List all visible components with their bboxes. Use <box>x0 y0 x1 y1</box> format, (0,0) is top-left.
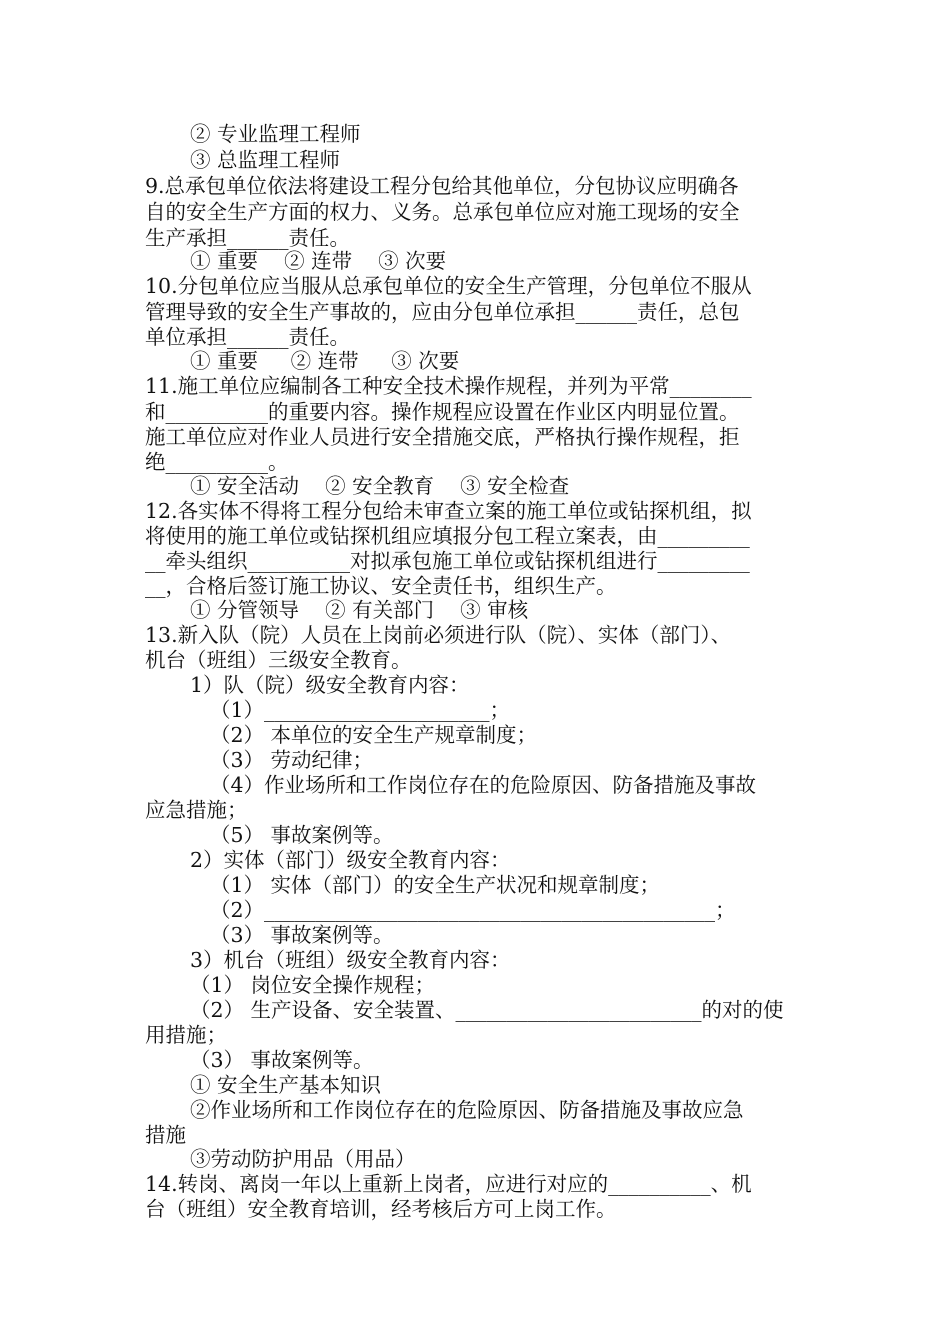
list-item: （2） 本单位的安全生产规章制度； <box>210 723 538 747</box>
list-item: （3） 事故案例等。 <box>190 1048 374 1072</box>
option-line: ③劳动防护用品（用品） <box>190 1147 416 1171</box>
option-continuation: 措施 <box>145 1123 186 1147</box>
question-14-line: 台（班组）安全教育培训，经考核后方可上岗工作。 <box>145 1197 617 1221</box>
option-line: ② 专业监理工程师 <box>190 122 361 146</box>
option-line: ① 重要 ② 连带 ③ 次要 <box>190 349 460 373</box>
subsection-heading: 1）队（院）级安全教育内容： <box>190 673 470 697</box>
list-item: （2）____________________________________________； <box>210 898 736 922</box>
question-14-line: 14.转岗、离岗一年以上重新上岗者，应进行对应的__________、机 <box>145 1172 752 1196</box>
option-line: ① 重要 ② 连带 ③ 次要 <box>190 249 447 273</box>
list-item: （4）作业场所和工作岗位存在的危险原因、防备措施及事故 <box>210 773 757 797</box>
question-9-line: 生产承担______责任。 <box>145 226 350 250</box>
question-11-line: 11.施工单位应编制各工种安全技术操作规程，并列为平常________ <box>145 374 752 398</box>
list-item: （3） 劳动纪律； <box>210 748 374 772</box>
option-line: ① 分管领导 ② 有关部门 ③ 审核 <box>190 598 529 622</box>
list-item-continuation: 应急措施； <box>145 798 248 822</box>
question-12-line: 将使用的施工单位或钻探机组应填报分包工程立案表，由_________ <box>145 524 750 548</box>
list-item-continuation: 用措施； <box>145 1023 227 1047</box>
list-item: （2） 生产设备、安全装置、________________________的对的使 <box>190 998 784 1022</box>
question-10-line: 单位承担______责任。 <box>145 325 350 349</box>
option-line: ① 安全生产基本知识 <box>190 1073 382 1097</box>
question-11-line: 和__________的重要内容。操作规程应设置在作业区内明显位置。 <box>145 400 740 424</box>
question-11-line: 绝__________。 <box>145 450 289 474</box>
question-9-line: 9.总承包单位依法将建设工程分包给其他单位，分包协议应明确各 <box>145 174 739 198</box>
option-line: ②作业场所和工作岗位存在的危险原因、防备措施及事故应急 <box>190 1098 744 1122</box>
question-10-line: 管理导致的安全生产事故的，应由分包单位承担______责任，总包 <box>145 300 740 324</box>
question-10-line: 10.分包单位应当服从总承包单位的安全生产管理，分包单位不服从 <box>145 274 752 298</box>
question-12-line: 12.各实体不得将工程分包给未审查立案的施工单位或钻探机组，拟 <box>145 499 752 523</box>
list-item: （1）______________________； <box>210 698 511 722</box>
question-12-line: __牵头组织__________对拟承包施工单位或钻探机组进行_________ <box>145 549 750 573</box>
subsection-heading: 3）机台（班组）级安全教育内容： <box>190 948 511 972</box>
list-item: （5） 事故案例等。 <box>210 823 394 847</box>
question-9-line: 自的安全生产方面的权力、义务。总承包单位应对施工现场的安全 <box>145 200 740 224</box>
question-12-line: __，合格后签订施工协议、安全责任书，组织生产。 <box>145 574 617 598</box>
option-line: ① 安全活动 ② 安全教育 ③ 安全检查 <box>190 474 570 498</box>
question-11-line: 施工单位应对作业人员进行安全措施交底，严格执行操作规程，拒 <box>145 425 740 449</box>
list-item: （1） 实体（部门）的安全生产状况和规章制度； <box>210 873 661 897</box>
question-13-line: 机台（班组）三级安全教育。 <box>145 648 412 672</box>
option-line: ③ 总监理工程师 <box>190 148 341 172</box>
list-item: （1） 岗位安全操作规程； <box>190 973 436 997</box>
question-13-line: 13.新入队（院）人员在上岗前必须进行队（院）、实体（部门）、 <box>145 623 732 647</box>
list-item: （3） 事故案例等。 <box>210 923 394 947</box>
subsection-heading: 2）实体（部门）级安全教育内容： <box>190 848 511 872</box>
